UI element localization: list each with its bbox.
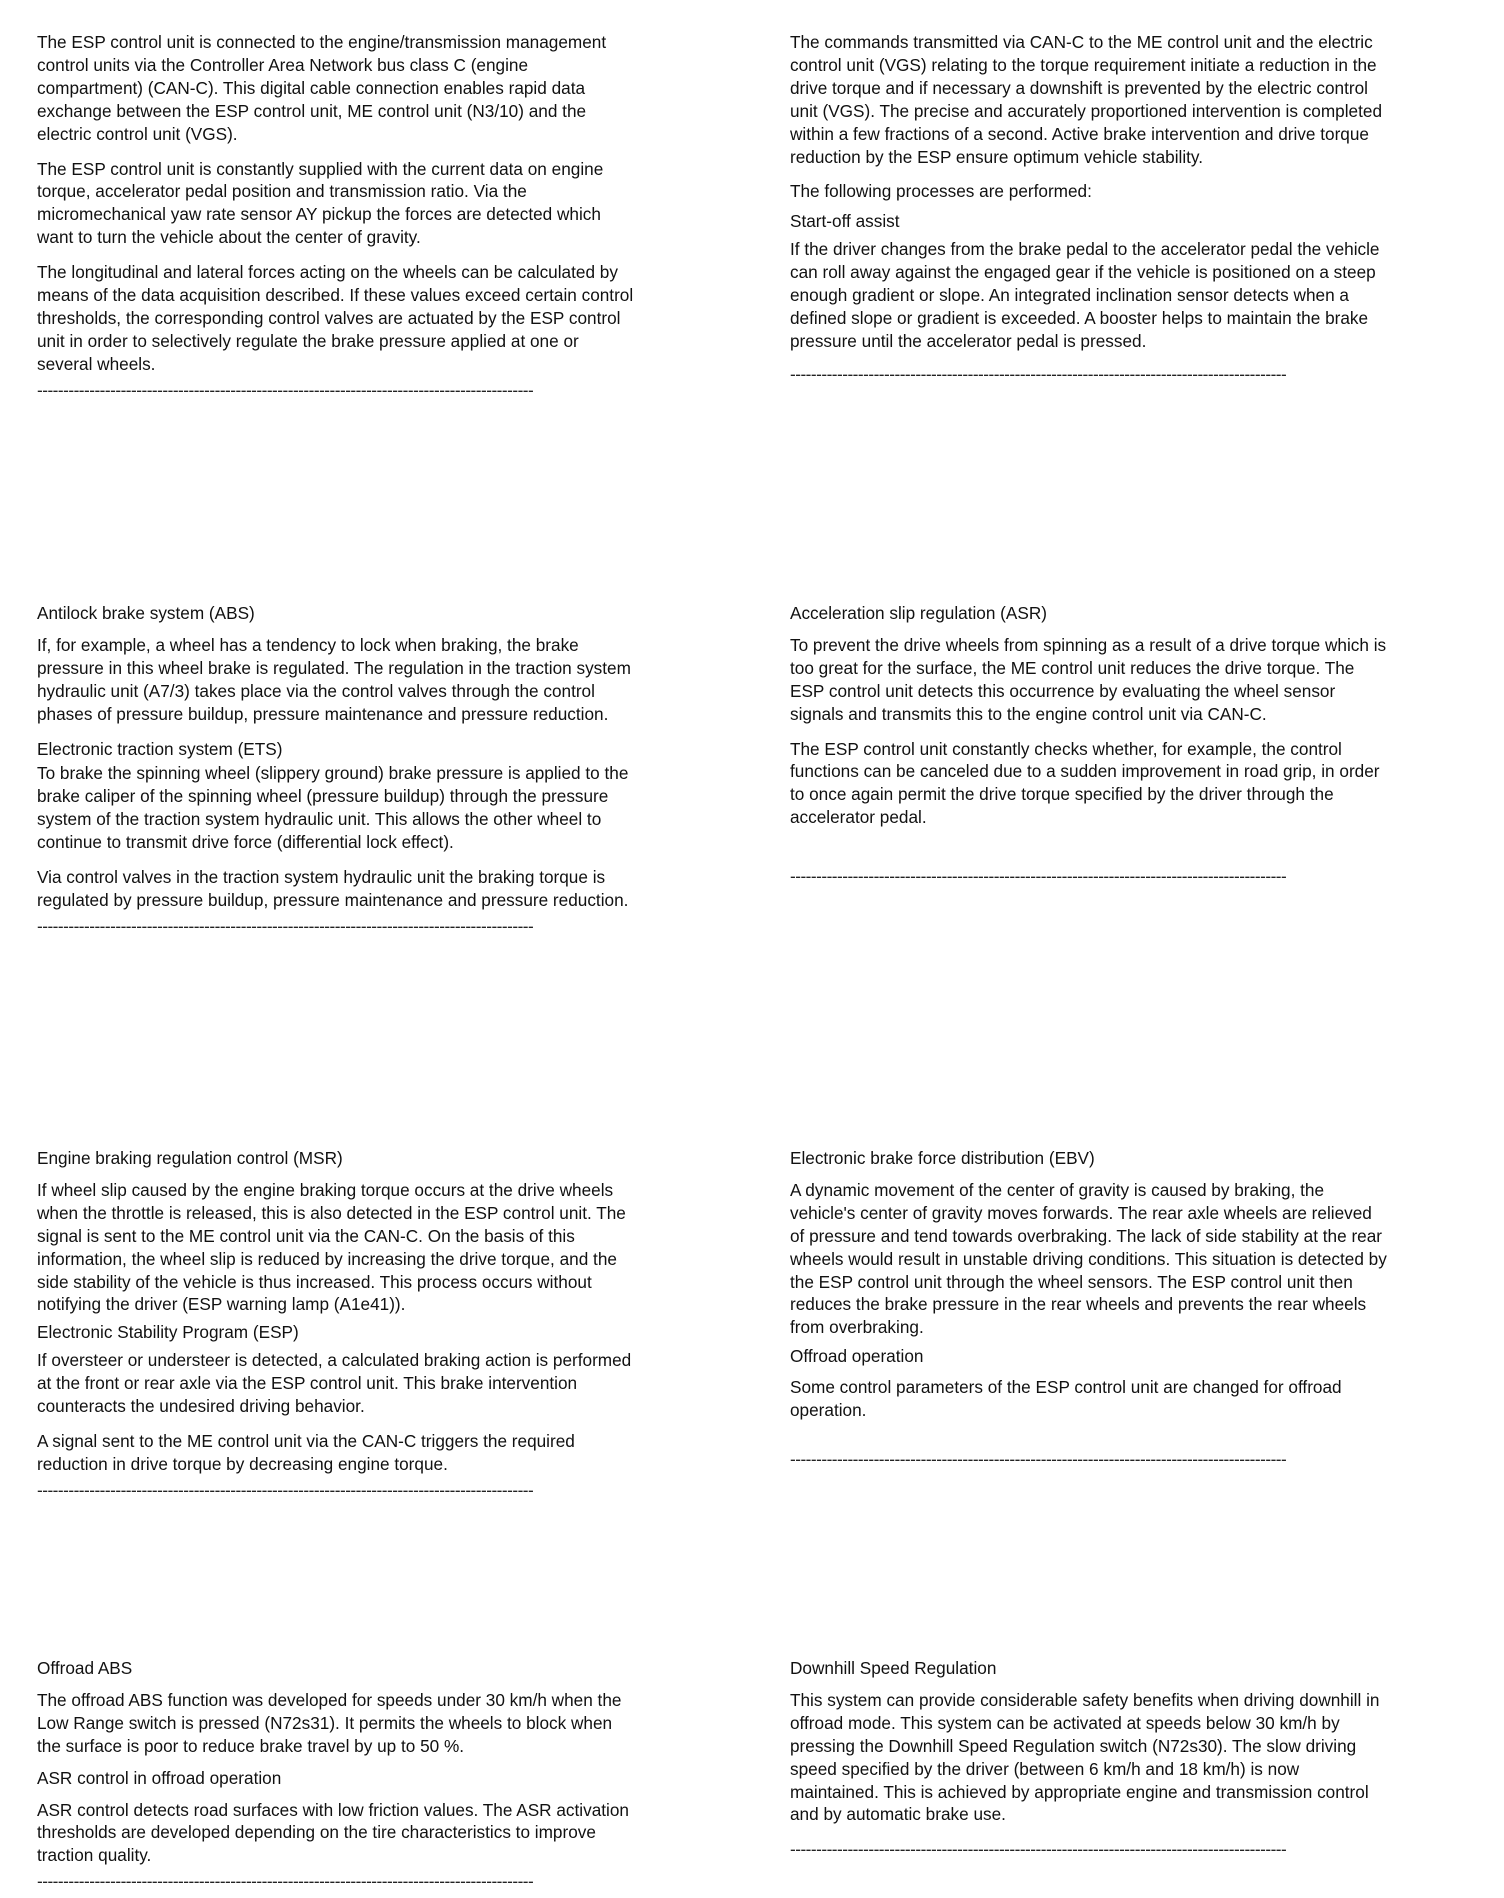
paragraph: If wheel slip caused by the engine braking torque occurs at the drive wheels when the throttle is released, this is also detected in the ESP control unit. The signal is sent to the ME control unit via the CAN-C. On the basis of this information, the wheel slip is reduced by increasing the drive torque, and the side stability of the vehicle is thus increased. This process occurs without notifying the driver (ESP warning lamp (A1e41)). xyxy=(37,1179,626,1315)
esp-can-overview-section xyxy=(37,31,637,402)
paragraph: The longitudinal and lateral forces acting on the wheels can be calculated by means of the data acquisition described. If these values exceed certain control thresholds, the corresponding control valves are actuated by the ESP control unit in order to selectively regulate the brake pressure applied at one or several wheels. xyxy=(37,262,634,374)
paragraph: To prevent the drive wheels from spinning as a result of a drive torque which is too great for the surface, the ME control unit reduces the drive torque. The ESP control unit detects this occurrence by evaluating the wheel sensor signals and transmits this to the engine control unit via CAN-C. xyxy=(790,634,1387,724)
paragraph: ASR control detects road surfaces with low friction values. The ASR activation thresholds are developed depending on the tire characteristics to improve traction quality. xyxy=(37,1799,629,1866)
section-heading: Acceleration slip regulation (ASR) xyxy=(790,603,1047,623)
section-divider: ----------------------------------------------------------------------------------------------- xyxy=(37,1479,534,1500)
section-divider: ----------------------------------------------------------------------------------------------- xyxy=(37,1871,534,1892)
paragraph: If the driver changes from the brake pedal to the accelerator pedal the vehicle can roll away against the engaged gear if the vehicle is positioned on a steep enough gradient or slope. An integrated inclination sensor detects when a defined slope or gradient is exceeded. A booster helps to maintain the brake pressure until the accelerator pedal is pressed. xyxy=(790,239,1380,351)
section-heading: Antilock brake system (ABS) xyxy=(37,603,255,623)
section-divider: ----------------------------------------------------------------------------------------------- xyxy=(790,363,1287,384)
msr-esp-section xyxy=(37,1147,637,1502)
paragraph: The ESP control unit is constantly supplied with the current data on engine torque, accelerator pedal position and transmission ratio. Via the micromechanical yaw rate sensor AY pickup the forces are detected which want to turn the vehicle about the center of gravity. xyxy=(37,158,604,248)
paragraph: Some control parameters of the ESP control unit are changed for offroad operation. xyxy=(790,1377,1342,1421)
paragraph: The offroad ABS function was developed for speeds under 30 km/h when the Low Range switch is pressed (N72s31). It permits the wheels to block when the surface is poor to reduce brake travel by up to 50 %. xyxy=(37,1689,622,1756)
downhill-speed-regulation-section xyxy=(790,1657,1390,1861)
section-heading: Electronic Stability Program (ESP) xyxy=(37,1322,299,1343)
paragraph: The following processes are performed: xyxy=(790,181,1092,202)
section-divider: ----------------------------------------------------------------------------------------------- xyxy=(37,379,534,400)
asr-section xyxy=(790,602,1390,888)
abs-ets-section xyxy=(37,602,637,938)
paragraph: To brake the spinning wheel (slippery ground) brake pressure is applied to the brake caliper of the spinning wheel (pressure buildup) through the pressure system of the traction system hydraulic unit. This allows the other wheel to continue to transmit drive force (differential lock effect). xyxy=(37,763,629,853)
offroad-abs-asr-section xyxy=(37,1657,637,1893)
paragraph: A signal sent to the ME control unit via the CAN-C triggers the required reduction in drive torque by decreasing engine torque. xyxy=(37,1430,575,1474)
paragraph: The ESP control unit is connected to the engine/transmission management control units via the Controller Area Network bus class C (engine compartment) (CAN-C). This digital cable connection enables rapid data exchange between the ESP control unit, ME control unit (N3/10) and the electric control unit (VGS). xyxy=(37,32,607,144)
paragraph: A dynamic movement of the center of gravity is caused by braking, the vehicle's center of gravity moves forwards. The rear axle wheels are relieved of pressure and tend towards overbraking. The lack of side stability at the rear wheels would result in unstable driving conditions. This situation is detected by the ESP control unit through the wheel sensors. The ESP control unit then reduces the brake pressure in the rear wheels and prevents the rear wheels from overbraking. xyxy=(790,1179,1387,1338)
section-divider: ----------------------------------------------------------------------------------------------- xyxy=(37,915,534,936)
paragraph: If oversteer or understeer is detected, a calculated braking action is performed at the front or rear axle via the ESP control unit. This brake intervention counteracts the undesired driving behavior. xyxy=(37,1350,632,1417)
section-heading: Offroad ABS xyxy=(37,1658,133,1678)
paragraph: The ESP control unit constantly checks whether, for example, the control functions can be canceled due to a sudden improvement in road grip, in order to once again permit the drive torque specified by the driver through the accelerator pedal. xyxy=(790,738,1380,828)
paragraph: The commands transmitted via CAN-C to the ME control unit and the electric control unit (VGS) relating to the torque requirement initiate a reduction in the drive torque and if necessary a downshift is prevented by the electric control unit (VGS). The precise and accurately proportioned intervention is completed within a few fractions of a second. Active brake intervention and drive torque reduction by the ESP ensure optimum vehicle stability. xyxy=(790,32,1383,167)
paragraph: If, for example, a wheel has a tendency to lock when braking, the brake pressure in this wheel brake is regulated. The regulation in the traction system hydraulic unit (A7/3) takes place via the control valves through the control phases of pressure buildup, pressure maintenance and pressure reduction. xyxy=(37,634,631,724)
section-heading: Start-off assist xyxy=(790,211,900,232)
section-heading: Downhill Speed Regulation xyxy=(790,1658,997,1678)
ebv-offroad-section xyxy=(790,1147,1390,1471)
section-heading: Engine braking regulation control (MSR) xyxy=(37,1148,343,1168)
torque-commands-section xyxy=(790,31,1390,386)
section-divider: ----------------------------------------------------------------------------------------------- xyxy=(790,866,1287,887)
paragraph: Via control valves in the traction system hydraulic unit the braking torque is regulated by pressure buildup, pressure maintenance and pressure reduction. xyxy=(37,867,629,910)
section-divider: ----------------------------------------------------------------------------------------------- xyxy=(790,1839,1287,1860)
section-heading: Offroad operation xyxy=(790,1346,924,1367)
section-heading: ASR control in offroad operation xyxy=(37,1767,282,1788)
section-divider: ----------------------------------------------------------------------------------------------- xyxy=(790,1448,1287,1469)
paragraph: This system can provide considerable safety benefits when driving downhill in offroad mode. This system can be activated at speeds below 30 km/h by pressing the Downhill Speed Regulation switch (N72s30). The slow driving speed specified by the driver (between 6 km/h and 18 km/h) is now maintained. This is achieved by appropriate engine and transmission control and by automatic brake use. xyxy=(790,1689,1380,1825)
section-heading: Electronic traction system (ETS) xyxy=(37,738,283,759)
section-heading: Electronic brake force distribution (EBV) xyxy=(790,1148,1095,1168)
